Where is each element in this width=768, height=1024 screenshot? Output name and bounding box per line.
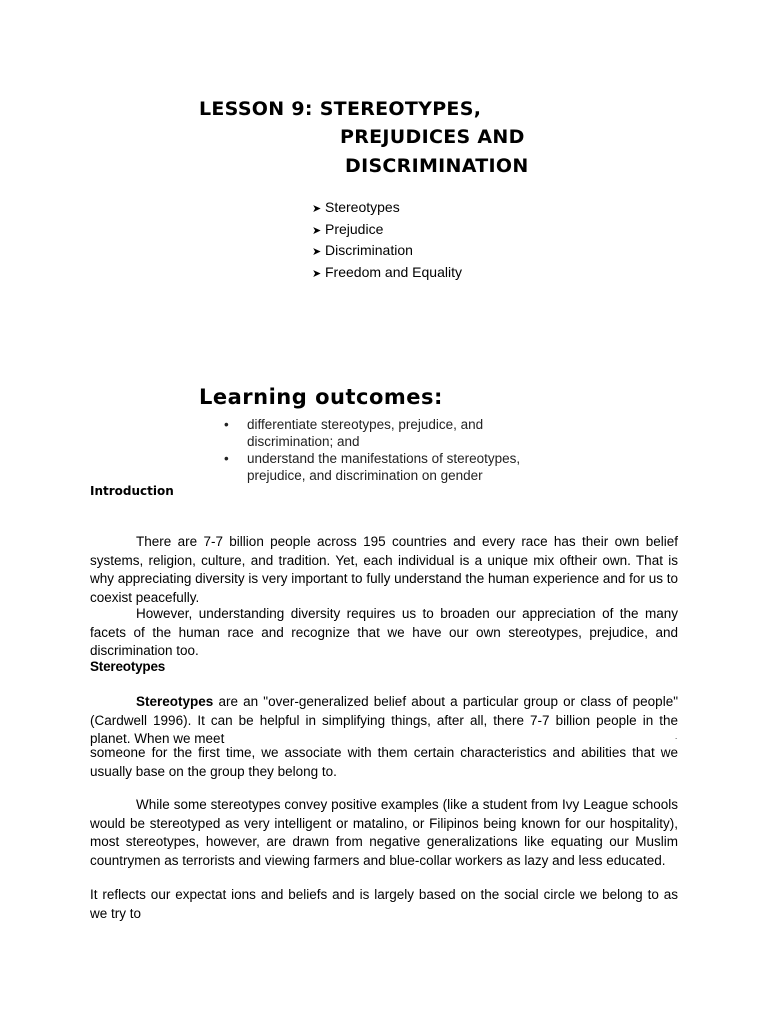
list-item: • differentiate stereotypes, prejudice, and discrimination; and <box>224 417 484 449</box>
stereotypes-paragraph-3: It reflects our expectat ions and beliefs and is largely based on the social circle we belong to as we try to <box>90 887 678 921</box>
stereotypes-paragraph-1: Stereotypes are an "over-generalized belief about a particular group or class of people"(Cardwell 1996). It can be helpful in simplifying things, after all, there 7-7 billion people in the planet. When we meet <box>90 694 678 746</box>
intro-paragraph-2: However, understanding diversity requires us to broaden our appreciation of the many facets of the human race and recognize that we have our own stereotypes, prejudice, and discrimination too. <box>90 606 678 658</box>
lesson-title-line3: DISCRIMINATION <box>345 155 529 177</box>
topic-item: ➤ Discrimination <box>312 241 462 263</box>
arrow-bullet-icon: ➤ <box>312 267 322 280</box>
lesson-title-line2: PREJUDICES AND <box>340 126 525 148</box>
learning-outcomes-heading: Learning outcomes: <box>199 385 443 409</box>
arrow-bullet-icon: ➤ <box>312 203 322 215</box>
learning-outcomes-list <box>222 416 552 484</box>
stereotypes-paragraph-2: While some stereotypes convey positive examples (like a student from Ivy League schools would be stereotyped as very intelligent or matalino, or Filipinos being known for our hospitality), most stereotypes, however, are drawn from negative generalizations like equating our Muslim countrymen as terrorists and viewing farmers and blue-collar workers as lazy and less educated. <box>90 797 678 868</box>
arrow-bullet-icon: ➤ <box>312 224 322 237</box>
intro-paragraph-1: There are 7-7 billion people across 195 countries and every race has their own belief systems, religion, culture, and tradition. Yet, each individual is a unique mix oftheir own. That is why appreciating diversity is very important to fully understand the human experience and for us to coexist peacefully. <box>90 534 678 605</box>
topic-item: ➤ Prejudice <box>312 220 462 242</box>
list-item: • understand the manifestations of stereotypes, prejudice, and discrimination on gender <box>224 451 521 483</box>
stereotypes-term: Stereotypes <box>136 694 214 709</box>
bullet-icon: • <box>224 417 229 432</box>
topic-item: ➤ Stereotypes <box>312 198 462 220</box>
stray-mark: . <box>675 732 678 741</box>
lesson-title-line1: LESSON 9: STEREOTYPES, <box>199 98 482 120</box>
stereotypes-heading: Stereotypes <box>90 659 166 674</box>
bullet-icon: • <box>224 451 229 466</box>
topic-item: ➤ Freedom and Equality <box>312 263 462 285</box>
introduction-heading: Introduction <box>90 484 174 498</box>
stereotypes-paragraph-1-cont: someone for the first time, we associate with them certain characteristics and abilities that we usually base on the group they belong to. <box>90 745 678 779</box>
topic-list <box>312 198 462 284</box>
arrow-bullet-icon: ➤ <box>312 246 322 258</box>
